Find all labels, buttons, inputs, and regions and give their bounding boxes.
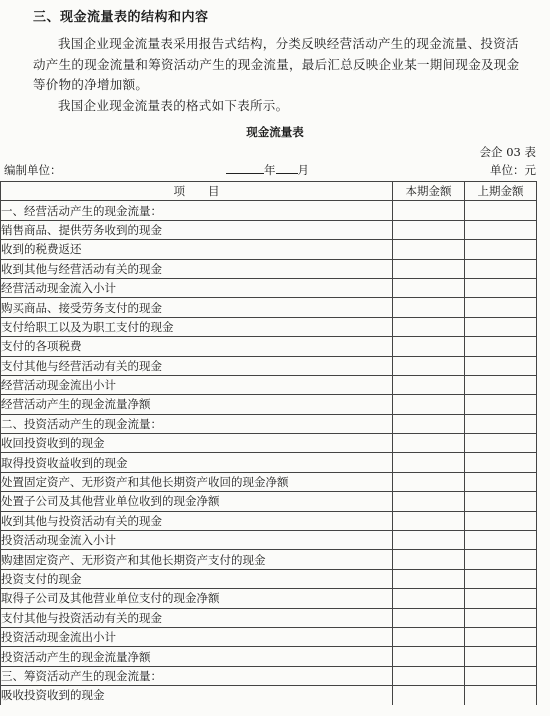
- current-amount-cell: [393, 298, 465, 317]
- table-row: [1, 240, 537, 259]
- previous-amount-cell: [465, 298, 537, 317]
- table-row: [1, 337, 537, 356]
- table-row: [1, 511, 537, 530]
- previous-amount-cell: [465, 627, 537, 646]
- table-row: [1, 569, 537, 588]
- row-item-label: 投资活动现金流出小计: [1, 627, 393, 646]
- current-amount-cell: [393, 434, 465, 453]
- intro-paragraph: 我国企业现金流量表采用报告式结构，分类反映经营活动产生的现金流量、投资活动产生的现金流量和筹资活动产生的现金流量，最后汇总反映企业某一期间现金及现金等价物的净增加额。: [33, 36, 520, 92]
- row-item-label: 取得子公司及其他营业单位支付的现金净额: [1, 589, 393, 608]
- table-body: [1, 201, 537, 705]
- year-blank: [226, 162, 264, 174]
- previous-amount-cell: [465, 414, 537, 433]
- table-row: [1, 686, 537, 705]
- row-item-label: 支付其他与经营活动有关的现金: [1, 356, 393, 375]
- current-amount-cell: [393, 317, 465, 336]
- previous-amount-cell: [465, 608, 537, 627]
- previous-amount-cell: [465, 434, 537, 453]
- form-code: 会企 03 表: [479, 145, 536, 159]
- table-row: [1, 550, 537, 569]
- month-label: 月: [297, 163, 309, 177]
- table-row: [1, 666, 537, 685]
- previous-amount-cell: [465, 220, 537, 239]
- table-row: [1, 492, 537, 511]
- row-item-label: 投资活动产生的现金流量净额: [1, 647, 393, 666]
- previous-amount-cell: [465, 201, 537, 220]
- previous-amount-cell: [465, 356, 537, 375]
- row-item-label: 收回投资收到的现金: [1, 434, 393, 453]
- row-item-label: 收到的税费返还: [1, 240, 393, 259]
- current-amount-cell: [393, 686, 465, 705]
- previous-amount-cell: [465, 337, 537, 356]
- cash-flow-table: [0, 181, 537, 705]
- format-paragraph: 我国企业现金流量表的格式如下表所示。: [58, 98, 289, 113]
- previous-amount-cell: [465, 395, 537, 414]
- row-item-label: 经营活动现金流出小计: [1, 375, 393, 394]
- table-row: [1, 298, 537, 317]
- current-amount-cell: [393, 589, 465, 608]
- table-row: [1, 414, 537, 433]
- previous-amount-cell: [465, 375, 537, 394]
- current-amount-cell: [393, 240, 465, 259]
- unit-label: 单位：元: [490, 163, 536, 177]
- previous-amount-cell: [465, 569, 537, 588]
- row-item-label: 支付其他与投资活动有关的现金: [1, 608, 393, 627]
- current-amount-cell: [393, 472, 465, 491]
- table-row: [1, 201, 537, 220]
- row-item-label: 经营活动现金流入小计: [1, 278, 393, 297]
- row-item-label: 取得投资收益收到的现金: [1, 453, 393, 472]
- table-row: [1, 434, 537, 453]
- current-amount-cell: [393, 356, 465, 375]
- row-item-label: 处置固定资产、无形资产和其他长期资产收回的现金净额: [1, 472, 393, 491]
- row-item-label: 收到其他与经营活动有关的现金: [1, 259, 393, 278]
- table-header-row: [1, 182, 537, 201]
- previous-amount-cell: [465, 647, 537, 666]
- current-amount-cell: [393, 647, 465, 666]
- previous-amount-header: 上期金额: [465, 182, 537, 201]
- previous-amount-cell: [465, 511, 537, 530]
- current-amount-cell: [393, 259, 465, 278]
- current-amount-cell: [393, 627, 465, 646]
- row-item-label: 经营活动产生的现金流量净额: [1, 395, 393, 414]
- row-item-label: 处置子公司及其他营业单位收到的现金净额: [1, 492, 393, 511]
- table-row: [1, 395, 537, 414]
- table-row: [1, 608, 537, 627]
- row-item-label: 吸收投资收到的现金: [1, 686, 393, 705]
- previous-amount-cell: [465, 453, 537, 472]
- current-amount-cell: [393, 492, 465, 511]
- previous-amount-cell: [465, 240, 537, 259]
- current-amount-cell: [393, 395, 465, 414]
- row-item-label: 销售商品、提供劳务收到的现金: [1, 220, 393, 239]
- previous-amount-cell: [465, 550, 537, 569]
- current-amount-header: 本期金额: [393, 182, 465, 201]
- current-amount-cell: [393, 201, 465, 220]
- previous-amount-cell: [465, 531, 537, 550]
- row-item-label: 支付给职工以及为职工支付的现金: [1, 317, 393, 336]
- current-amount-cell: [393, 453, 465, 472]
- current-amount-cell: [393, 375, 465, 394]
- period-field: [226, 162, 309, 178]
- year-label: 年: [264, 163, 276, 177]
- section-heading: 三、现金流量表的结构和内容: [33, 10, 209, 25]
- table-row: [1, 647, 537, 666]
- table-row: [1, 278, 537, 297]
- row-item-label: 一、经营活动产生的现金流量：: [1, 201, 393, 220]
- row-item-label: 购买商品、接受劳务支付的现金: [1, 298, 393, 317]
- current-amount-cell: [393, 511, 465, 530]
- table-row: [1, 531, 537, 550]
- table-row: [1, 453, 537, 472]
- previous-amount-cell: [465, 472, 537, 491]
- table-row: [1, 317, 537, 336]
- item-column-header: 项 目: [1, 182, 393, 201]
- table-row: [1, 356, 537, 375]
- current-amount-cell: [393, 666, 465, 685]
- table-meta-row: [0, 162, 550, 178]
- row-item-label: 投资活动现金流入小计: [1, 531, 393, 550]
- current-amount-cell: [393, 550, 465, 569]
- current-amount-cell: [393, 278, 465, 297]
- previous-amount-cell: [465, 492, 537, 511]
- table-row: [1, 259, 537, 278]
- table-row: [1, 589, 537, 608]
- table-row: [1, 375, 537, 394]
- table-row: [1, 220, 537, 239]
- previous-amount-cell: [465, 589, 537, 608]
- row-item-label: 支付的各项税费: [1, 337, 393, 356]
- previous-amount-cell: [465, 317, 537, 336]
- previous-amount-cell: [465, 686, 537, 705]
- row-item-label: 二、投资活动产生的现金流量：: [1, 414, 393, 433]
- row-item-label: 三、筹资活动产生的现金流量：: [1, 666, 393, 685]
- previous-amount-cell: [465, 278, 537, 297]
- table-row: [1, 472, 537, 491]
- current-amount-cell: [393, 531, 465, 550]
- row-item-label: 投资支付的现金: [1, 569, 393, 588]
- previous-amount-cell: [465, 666, 537, 685]
- current-amount-cell: [393, 414, 465, 433]
- current-amount-cell: [393, 337, 465, 356]
- row-item-label: 收到其他与投资活动有关的现金: [1, 511, 393, 530]
- row-item-label: 购建固定资产、无形资产和其他长期资产支付的现金: [1, 550, 393, 569]
- prepared-by-label: 编制单位：: [4, 163, 62, 177]
- current-amount-cell: [393, 569, 465, 588]
- previous-amount-cell: [465, 259, 537, 278]
- current-amount-cell: [393, 220, 465, 239]
- month-blank: [276, 162, 298, 174]
- table-row: [1, 627, 537, 646]
- table-title: 现金流量表: [246, 125, 304, 139]
- current-amount-cell: [393, 608, 465, 627]
